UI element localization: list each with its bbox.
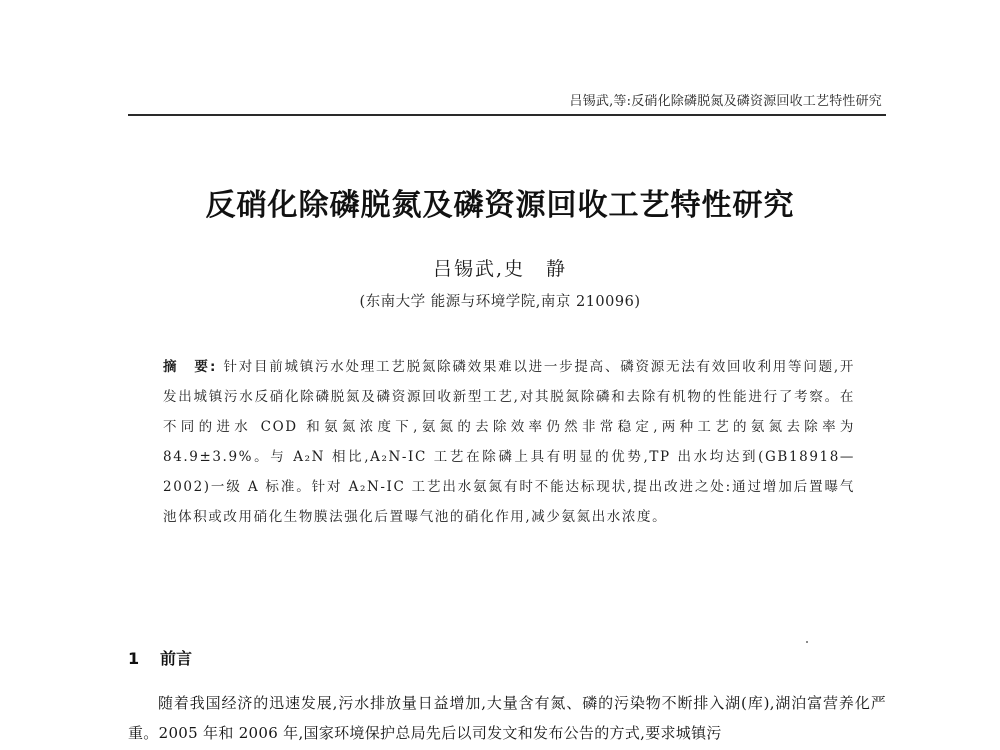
abstract-text: 针对目前城镇污水处理工艺脱氮除磷效果难以进一步提高、磷资源无法有效回收利用等问题,开发出城镇污水反硝化除磷脱氮及磷资源回收新型工艺,对其脱氮除磷和去除有机物的性能进行了考察。在不同的进水 COD 和氨氮浓度下,氨氮的去除效率仍然非常稳定,两种工艺的氨氮去除率为 84.9±3.9%。与 A₂N 相比,A₂N-IC 工艺在除磷上具有明显的优势,TP 出水均达到(GB18918—2002)一级 A 标准。针对 A₂N-IC 工艺出水氨氮有时不能达标现状,提出改进之处:通过增加后置曝气池体积或改用硝化生物膜法强化后置曝气池的硝化作用,减少氨氮出水浓度。 <box>163 359 855 525</box>
paper-title: 反硝化除磷脱氮及磷资源回收工艺特性研究 <box>205 188 795 223</box>
scan-speck <box>806 641 808 643</box>
section-heading <box>128 646 192 669</box>
running-title: 吕锡武,等:反硝化除磷脱氮及磷资源回收工艺特性研究 <box>569 94 882 109</box>
body-paragraph: 随着我国经济的迅速发展,污水排放量日益增加,大量含有氮、磷的污染物不断排入湖(库),湖泊富营养化严重。2005 年和 2006 年,国家环境保护总局先后以司发文和发布公告的方式,要求城镇污 <box>128 694 886 742</box>
section-title: 前言 <box>160 649 193 668</box>
abstract-label: 摘 要: <box>163 359 218 375</box>
abstract <box>163 352 855 532</box>
paper-authors: 吕锡武,史 静 <box>432 258 568 280</box>
section-number: 1 <box>128 649 140 668</box>
running-header <box>128 88 886 116</box>
paper-affiliation: (东南大学 能源与环境学院,南京 210096) <box>359 294 641 310</box>
